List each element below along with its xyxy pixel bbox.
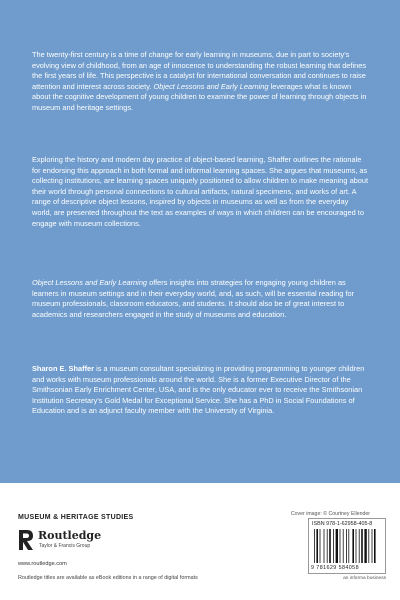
blurb-paragraph-2: Exploring the history and modern day practice of object-based learning, Shaffer outlines the rationale for endorsing this approach in both formal and informal learning spaces. She argues that museums, as collecting institutions, are learning spaces uniquely positioned to allow children to make meaning about their world through personal connections to cultural artifacts, natural specimens, and works of art. A range of descriptive object lessons, inspired by objects in museums as well as from the everyday world, are presented throughout the text as examples of ways in which children can be encouraged to engage with museum collections.	[32, 155, 369, 228]
barcode-bar	[340, 529, 341, 563]
barcode-bar	[336, 529, 338, 563]
barcode-bar	[364, 529, 366, 563]
publisher-tagline: Taylor & Francis Group	[39, 543, 91, 549]
informa-tagline: an informa business	[343, 576, 386, 581]
series-title: MUSEUM & HERITAGE STUDIES	[18, 514, 134, 521]
blurb-paragraph-1: The twenty-first century is a time of change for early learning in museums, due in part to society's evolving view of childhood, from an age of innocence to understanding the robust learning that defines the first years of life. This perspective is a catalyst for international conversation and continues to raise attention and interest across society. Object Lessons and Early Learning leverages what is known about the cognitive development of young children to examine the power of learning through objects in museum and heritage settings.	[32, 50, 367, 112]
barcode-bar	[372, 529, 373, 563]
barcode-bar	[348, 529, 349, 563]
ebook-note: Routledge titles are available as eBook editions in a range of digital formats	[18, 575, 198, 581]
routledge-logo	[16, 528, 116, 554]
author-bio: Sharon E. Shaffer is a museum consultant specializing in providing programming to younger children and works with museum professionals around the world. She is a former Executive Director of the Smithsonian Early Enrichment Center, USA, and is the only educator ever to receive the Smithsonian Institution Secretary's Gold Medal for Exceptional Service. She has a PhD in Social Foundations of Education and is an adjunct faculty member with the University of Virginia.	[32, 364, 365, 416]
barcode-bar	[352, 529, 354, 563]
isbn-barcode-box	[308, 518, 386, 574]
barcode-bar	[374, 529, 376, 563]
barcode-bar	[316, 529, 318, 563]
barcode-bar	[320, 529, 321, 563]
barcode-icon	[312, 529, 384, 565]
barcode-bar	[346, 529, 347, 563]
barcode-digits: 9 781629 584058	[311, 565, 359, 571]
barcode-bar	[359, 529, 360, 563]
barcode-bar	[324, 529, 325, 563]
routledge-r-icon	[16, 528, 36, 552]
barcode-bar	[368, 529, 369, 563]
barcode-bar	[329, 529, 331, 563]
barcode-bar	[361, 529, 363, 563]
cover-image-credit: Cover image: © Courtney Ellender	[290, 511, 370, 517]
isbn-label: ISBN 978-1-62958-405-8	[312, 521, 373, 527]
barcode-bar	[356, 529, 357, 563]
publisher-website[interactable]: www.routledge.com	[18, 561, 67, 567]
barcode-bar	[314, 529, 315, 563]
publisher-name: Routledge	[38, 529, 102, 542]
barcode-bar	[343, 529, 344, 563]
barcode-bar	[327, 529, 328, 563]
blurb-paragraph-3: Object Lessons and Early Learning offers insights into strategies for engaging young children as learners in museum settings and in their everyday world, and, as such, will be essential reading for museum professionals, classroom educators, and students. It should also be of great interest to academics and researchers engaged in the study of museums and education.	[32, 278, 355, 319]
barcode-bar	[333, 529, 334, 563]
